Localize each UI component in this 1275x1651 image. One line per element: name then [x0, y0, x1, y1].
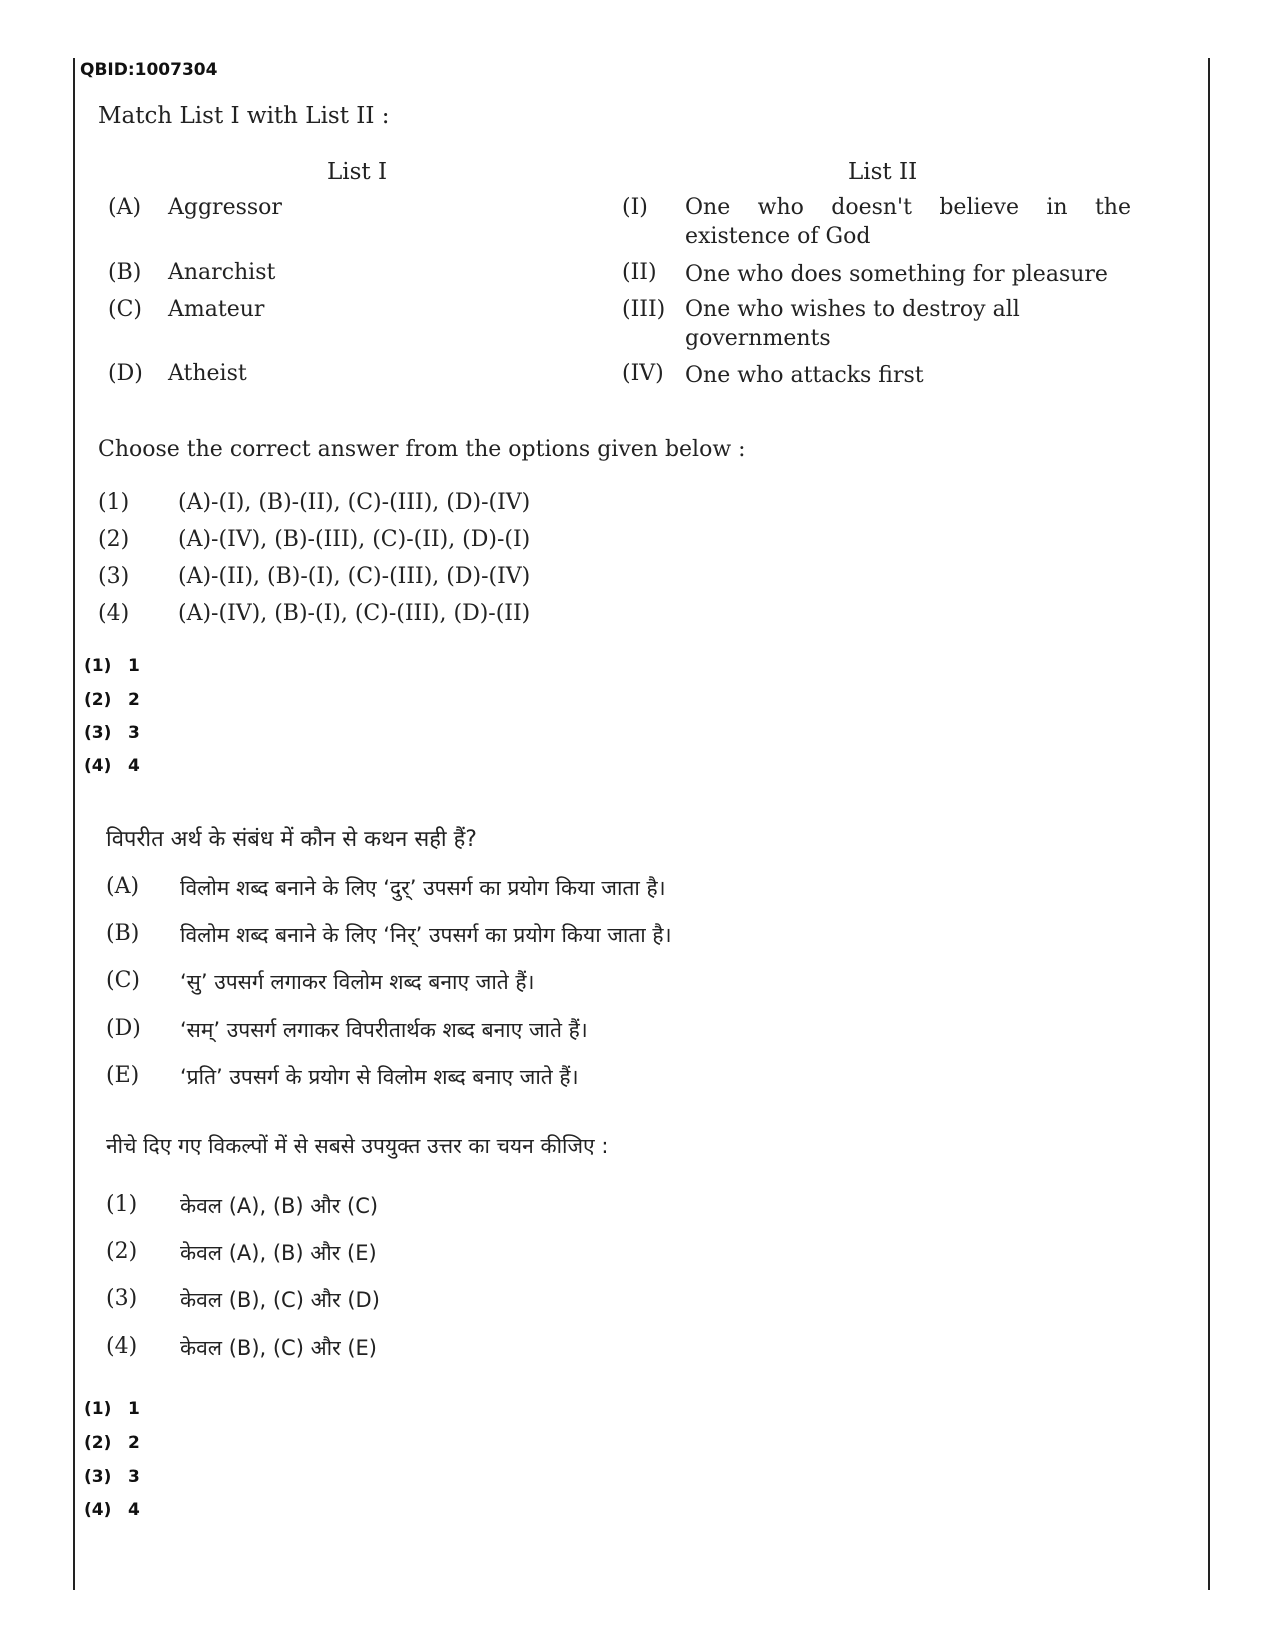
answer-choice[interactable]: [84, 690, 140, 710]
answer-number: (3): [84, 1467, 112, 1487]
answer-number: (1): [84, 1399, 112, 1419]
question-id: QBID:1007304: [80, 60, 218, 80]
list1-item: Aggressor: [168, 195, 282, 220]
list2-label: (I): [622, 195, 648, 220]
option-text: केवल (B), (C) और (D): [180, 1288, 380, 1312]
list1-label: (B): [108, 260, 142, 285]
answer-number: (1): [84, 656, 112, 676]
list1-item: Amateur: [168, 297, 265, 322]
option-text: केवल (A), (B) और (C): [180, 1194, 379, 1218]
option-number: (4): [98, 601, 130, 626]
statement-label: (C): [106, 968, 140, 993]
q1-instruction: Choose the correct answer from the options given below :: [98, 437, 746, 462]
list2-item: One who attacks first: [685, 363, 924, 388]
list1-item: Anarchist: [168, 260, 276, 285]
option-text: (A)-(I), (B)-(II), (C)-(III), (D)-(IV): [178, 490, 531, 515]
left-border-line: [73, 58, 75, 1590]
answer-value: 2: [128, 690, 140, 710]
statement-text: ‘सु’ उपसर्ग लगाकर विलोम शब्द बनाए जाते हैं।: [180, 970, 535, 994]
option-text: (A)-(IV), (B)-(III), (C)-(II), (D)-(I): [178, 527, 531, 552]
answer-value: 3: [128, 1467, 140, 1487]
statement-label: (A): [106, 874, 140, 899]
list2-item: One who wishes to destroy all governments: [685, 297, 1020, 351]
answer-number: (3): [84, 723, 112, 743]
option-number: (4): [106, 1334, 138, 1359]
answer-value: 1: [128, 656, 140, 676]
answer-choice[interactable]: [84, 756, 140, 776]
option-text: (A)-(IV), (B)-(I), (C)-(III), (D)-(II): [178, 601, 531, 626]
list1-label: (D): [108, 361, 143, 386]
option-text: केवल (B), (C) और (E): [180, 1336, 377, 1360]
right-border-line: [1208, 58, 1210, 1590]
answer-value: 1: [128, 1399, 140, 1419]
answer-number: (2): [84, 1433, 112, 1453]
answer-number: (2): [84, 690, 112, 710]
option-number: (1): [106, 1192, 138, 1217]
option-number: (2): [106, 1239, 138, 1264]
answer-choice[interactable]: [84, 723, 140, 743]
q2-instruction: नीचे दिए गए विकल्पों में से सबसे उपयुक्त उत्तर का चयन कीजिए :: [106, 1134, 609, 1158]
q2-stem: विपरीत अर्थ के संबंध में कौन से कथन सही हैं?: [106, 827, 477, 852]
answer-choice[interactable]: [84, 656, 140, 676]
answer-value: 4: [128, 756, 140, 776]
option-text: केवल (A), (B) और (E): [180, 1241, 377, 1265]
answer-choice[interactable]: [84, 1500, 140, 1520]
option-number: (1): [98, 490, 130, 515]
statement-text: ‘प्रति’ उपसर्ग के प्रयोग से विलोम शब्द बनाए जाते हैं।: [180, 1065, 579, 1089]
list2-label: (IV): [622, 361, 664, 386]
list2-label: (II): [622, 260, 657, 285]
list2-item: One who doesn't believe in the existence of God: [685, 195, 1131, 249]
statement-label: (E): [106, 1063, 140, 1088]
answer-choice[interactable]: [84, 1399, 140, 1419]
list2-label: (III): [622, 297, 666, 322]
list2-item: One who does something for pleasure: [685, 262, 1108, 287]
answer-value: 2: [128, 1433, 140, 1453]
list2-header: List II: [848, 159, 918, 185]
statement-text: ‘सम्’ उपसर्ग लगाकर विपरीतार्थक शब्द बनाए जाते हैं।: [180, 1018, 588, 1042]
list1-label: (A): [108, 195, 142, 220]
answer-value: 4: [128, 1500, 140, 1520]
statement-text: विलोम शब्द बनाने के लिए ‘निर्’ उपसर्ग का प्रयोग किया जाता है।: [180, 923, 672, 947]
option-number: (3): [98, 564, 130, 589]
statement-label: (D): [106, 1016, 141, 1041]
answer-value: 3: [128, 723, 140, 743]
answer-choice[interactable]: [84, 1433, 140, 1453]
answer-choice[interactable]: [84, 1467, 140, 1487]
list1-item: Atheist: [168, 361, 247, 386]
answer-number: (4): [84, 756, 112, 776]
list1-label: (C): [108, 297, 142, 322]
answer-number: (4): [84, 1500, 112, 1520]
statement-text: विलोम शब्द बनाने के लिए ‘दुर्’ उपसर्ग का प्रयोग किया जाता है।: [180, 876, 666, 900]
q1-stem: Match List I with List II :: [98, 103, 390, 129]
option-number: (2): [98, 527, 130, 552]
statement-label: (B): [106, 921, 140, 946]
option-number: (3): [106, 1286, 138, 1311]
list1-header: List I: [327, 159, 388, 185]
option-text: (A)-(II), (B)-(I), (C)-(III), (D)-(IV): [178, 564, 531, 589]
